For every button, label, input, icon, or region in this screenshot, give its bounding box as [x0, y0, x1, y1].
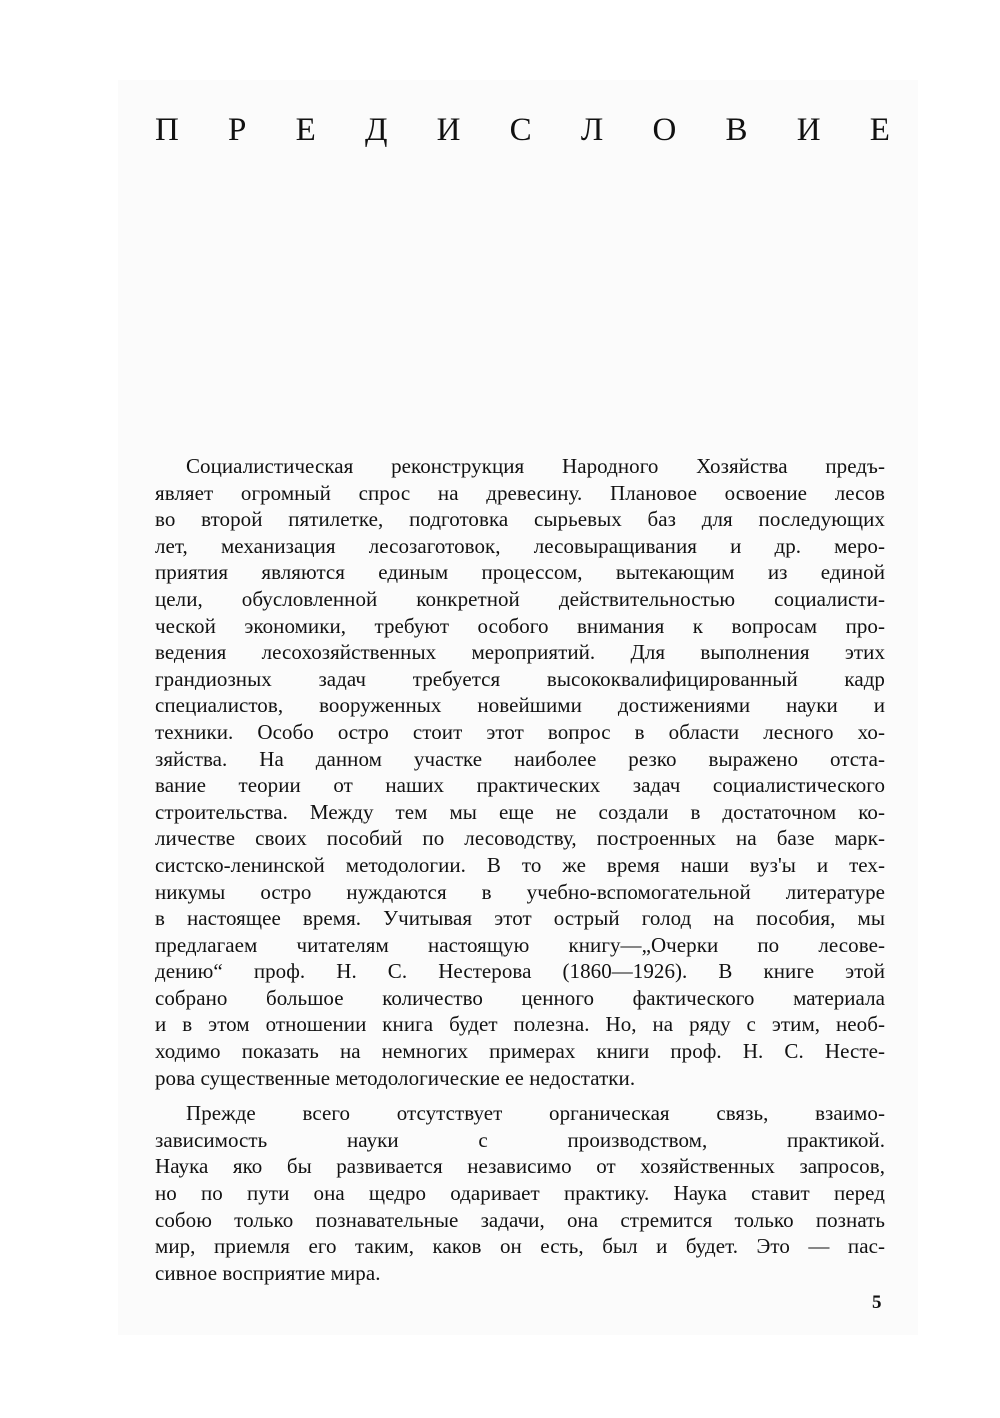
- text-line: никумы остро нуждаются в учебно-вспомогательной литературе: [155, 879, 885, 904]
- text-line: техники. Особо остро стоит этот вопрос в области лесного хо-: [155, 719, 885, 744]
- text-line: лет, механизация лесозаготовок, лесовыращивания и др. меро-: [155, 533, 885, 558]
- title-letter: Л: [580, 112, 604, 148]
- text-line: ходимо показать на немногих примерах книги проф. Н. С. Несте-: [155, 1039, 885, 1064]
- title-letter: И: [436, 112, 461, 148]
- paragraph-gap: [155, 1091, 885, 1100]
- title-letter: Д: [364, 112, 388, 148]
- text-line: специалистов, вооруженных новейшими достижениями науки и: [155, 693, 885, 718]
- text-line: в настоящее время. Учитывая этот острый голод на пособия, мы: [155, 906, 885, 931]
- text-line: мир, приемля его таким, каков он есть, был и будет. Это — пас-: [155, 1234, 885, 1259]
- paragraph: [155, 1100, 885, 1286]
- text-line: рова существенные методологические ее недостатки.: [155, 1065, 636, 1090]
- text-line: систско-ленинской методологии. В то же время наши вуз'ы и тех-: [155, 852, 885, 877]
- page-number: 5: [872, 1292, 882, 1313]
- text-line: и в этом отношении книга будет полезна. Но, на ряду с этим, необ-: [155, 1012, 885, 1037]
- text-line: зависимость науки с производством, практикой.: [155, 1127, 885, 1152]
- text-line: ческой экономики, требуют особого внимания к вопросам про-: [155, 613, 885, 638]
- paragraph: [155, 453, 885, 1091]
- text-line: зяйства. На данном участке наиболее резко выражено отста-: [155, 746, 885, 771]
- title-letter: Р: [228, 112, 247, 148]
- title-letter: П: [155, 112, 179, 148]
- text-line: сивное восприятие мира.: [155, 1260, 381, 1285]
- text-line: дению“ проф. Н. С. Нестерова (1860—1926). В книге этой: [155, 959, 885, 984]
- text-line: приятия являются единым процессом, вытекающим из единой: [155, 560, 885, 585]
- text-line: предлагаем читателям настоящую книгу—„Очерки по лесове-: [155, 932, 885, 957]
- text-line: во второй пятилетке, подготовка сырьевых баз для последующих: [155, 507, 885, 532]
- page-title: [155, 114, 890, 147]
- text-line: грандиозных задач требуется высококвалифицированный кадр: [155, 666, 885, 691]
- text-line: ведения лесохозяйственных мероприятий. Для выполнения этих: [155, 640, 885, 665]
- text-line: Социалистическая реконструкция Народного Хозяйства предъ-: [186, 454, 885, 478]
- text-line: Прежде всего отсутствует органическая связь, взаимо-: [186, 1101, 885, 1126]
- body-text: [155, 453, 885, 1286]
- title-letter: В: [725, 112, 748, 148]
- title-letter: И: [796, 112, 821, 148]
- text-line: вание теории от наших практических задач социалистического: [155, 773, 885, 798]
- text-line: личестве своих пособий по лесоводству, построенных на базе марк-: [155, 826, 885, 851]
- title-letter: С: [509, 112, 532, 148]
- text-line: цели, обусловленной конкретной действительностью социалисти-: [155, 586, 885, 611]
- text-line: являет огромный спрос на древесину. Плановое освоение лесов: [155, 480, 885, 505]
- text-line: строительства. Между тем мы еще не создали в достаточном ко-: [155, 799, 885, 824]
- text-line: Наука яко бы развивается независимо от хозяйственных запросов,: [155, 1154, 885, 1179]
- title-letter: Е: [869, 112, 890, 148]
- text-line: собою только познавательные задачи, она стремится только познать: [155, 1207, 885, 1232]
- text-line: но по пути она щедро одаривает практику. Наука ставит перед: [155, 1181, 885, 1206]
- title-letter: О: [652, 112, 677, 148]
- title-letter: Е: [295, 112, 316, 148]
- text-line: собрано большое количество ценного фактического материала: [155, 985, 885, 1010]
